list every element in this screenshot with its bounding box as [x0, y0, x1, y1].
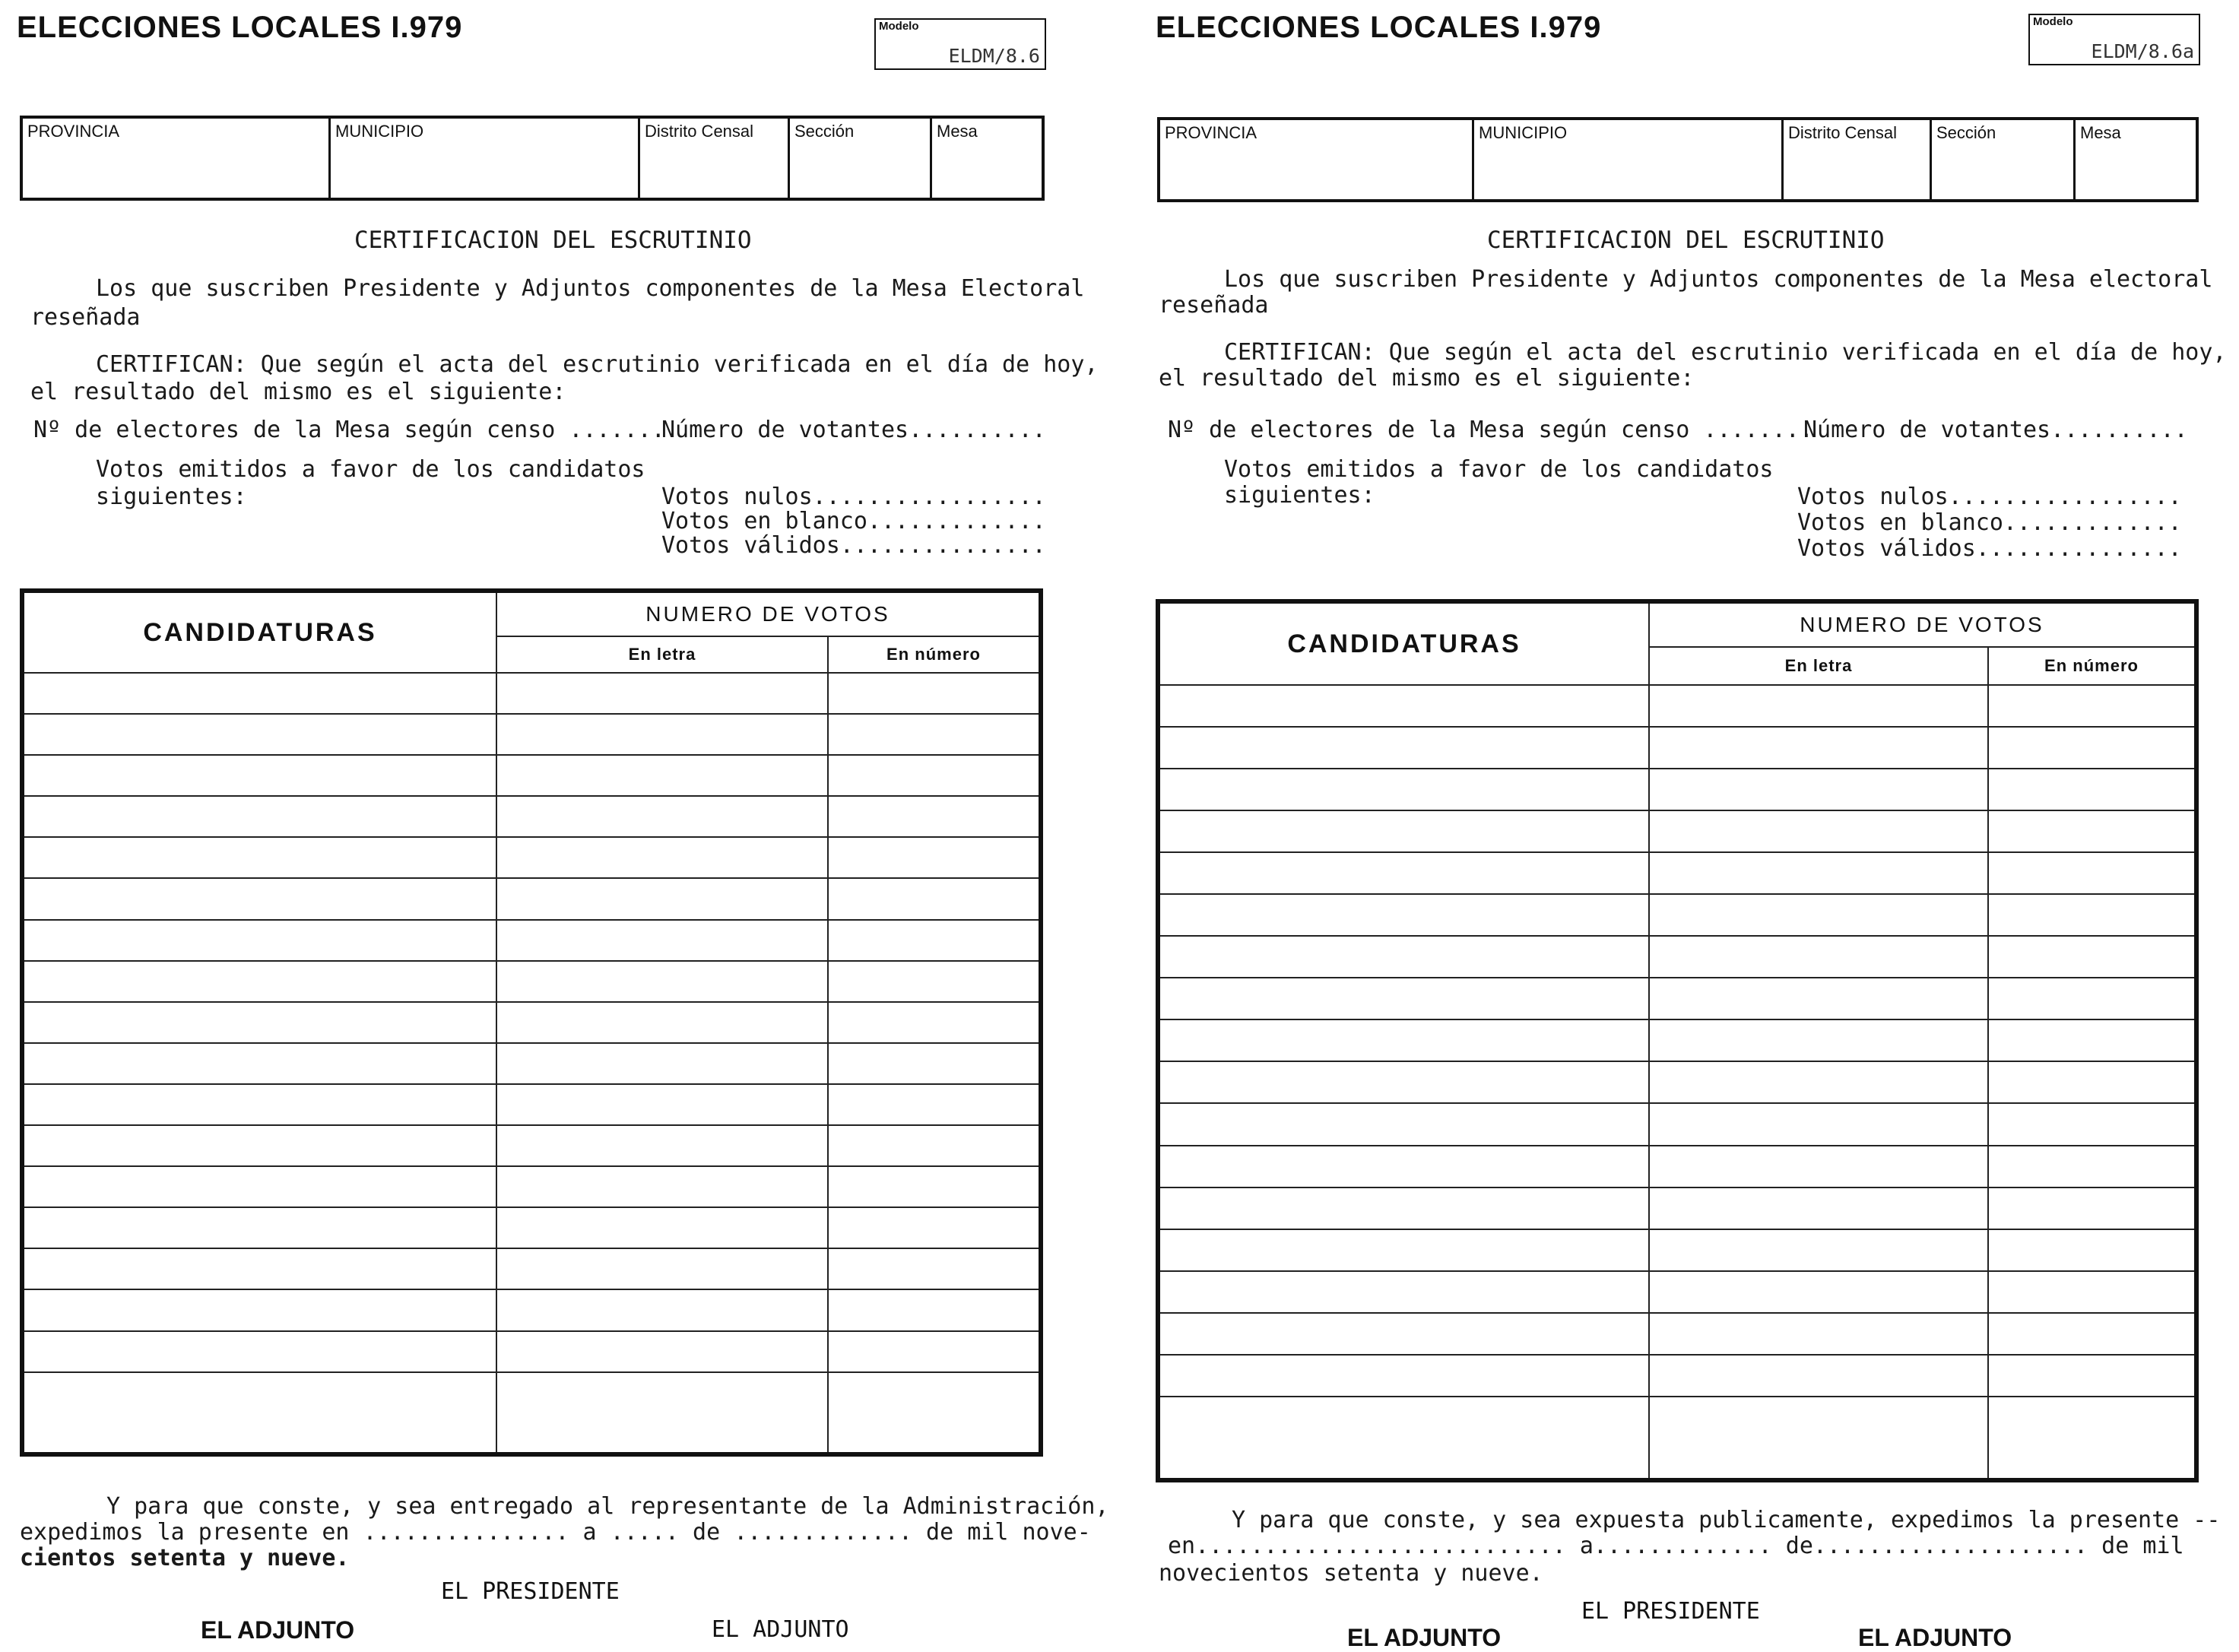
- letra-cell[interactable]: [1649, 1355, 1988, 1397]
- header-fields-table: [1157, 117, 2199, 202]
- numero-cell[interactable]: [828, 878, 1041, 919]
- modelo-label: Modelo: [879, 20, 919, 33]
- table-row: [1158, 1313, 2196, 1355]
- candidatura-cell[interactable]: [22, 1289, 496, 1330]
- numero-cell[interactable]: [828, 1248, 1041, 1289]
- table-row: [1158, 936, 2196, 978]
- letra-cell[interactable]: [496, 796, 828, 837]
- letra-cell[interactable]: [1649, 1229, 1988, 1271]
- provincia-label: PROVINCIA: [27, 122, 120, 141]
- numero-cell[interactable]: [1988, 1397, 2196, 1480]
- numero-cell[interactable]: [828, 1125, 1041, 1166]
- adjunto-signature-2: EL ADJUNTO: [1858, 1624, 2012, 1651]
- numero-cell[interactable]: [1988, 1271, 2196, 1313]
- provincia-field[interactable]: [21, 117, 330, 199]
- letra-cell[interactable]: [496, 1207, 828, 1248]
- certifican-line-1: CERTIFICAN: Que según el acta del escrutinio verificada en el día de hoy,: [1224, 339, 2227, 366]
- candidaturas-header: CANDIDATURAS: [1158, 601, 1649, 685]
- mesa-label: Mesa: [937, 122, 978, 141]
- modelo-box: [874, 18, 1046, 70]
- numero-cell[interactable]: [828, 961, 1041, 1002]
- municipio-field[interactable]: [330, 117, 639, 199]
- numero-cell[interactable]: [1988, 1187, 2196, 1229]
- provincia-label: PROVINCIA: [1165, 123, 1257, 142]
- letra-cell[interactable]: [496, 714, 828, 755]
- votos-blanco-line: Votos en blanco.............: [661, 508, 1046, 534]
- letra-cell[interactable]: [496, 1043, 828, 1084]
- numero-cell[interactable]: [1988, 894, 2196, 936]
- numero-cell[interactable]: [828, 1372, 1041, 1454]
- letra-cell[interactable]: [496, 1289, 828, 1330]
- table-row: [22, 1043, 1041, 1084]
- letra-cell[interactable]: [496, 1248, 828, 1289]
- letra-cell[interactable]: [496, 878, 828, 919]
- closing-line-2: en........................... a............. de.................... de mil: [1168, 1533, 2184, 1559]
- candidatura-cell[interactable]: [1158, 769, 1649, 810]
- numero-votos-header: NUMERO DE VOTOS: [1649, 601, 2196, 647]
- modelo-label: Modelo: [2033, 15, 2073, 28]
- table-row: [22, 1289, 1041, 1330]
- votos-nulos-line: Votos nulos.................: [661, 484, 1046, 510]
- en-letra-header: En letra: [1649, 647, 1988, 685]
- municipio-label: MUNICIPIO: [1479, 123, 1568, 142]
- numero-cell[interactable]: [828, 1207, 1041, 1248]
- letra-cell[interactable]: [496, 1331, 828, 1372]
- modelo-box: [2028, 14, 2200, 65]
- seccion-label: Sección: [1936, 123, 1996, 142]
- candidatura-cell[interactable]: [1158, 978, 1649, 1019]
- votantes-line: Número de votantes..........: [661, 417, 1046, 443]
- table-row: [1158, 1397, 2196, 1480]
- table-row: [22, 1166, 1041, 1207]
- emitidos-line-2: siguientes:: [96, 484, 247, 510]
- numero-cell[interactable]: [828, 1043, 1041, 1084]
- seccion-label: Sección: [794, 122, 855, 141]
- mesa-label: Mesa: [2080, 123, 2121, 142]
- emitidos-line-1: Votos emitidos a favor de los candidatos: [96, 456, 645, 483]
- letra-cell[interactable]: [496, 920, 828, 961]
- table-row: [1158, 1271, 2196, 1313]
- table-row: [1158, 1019, 2196, 1061]
- adjunto-signature-1: EL ADJUNTO: [1347, 1624, 1502, 1651]
- numero-cell[interactable]: [1988, 727, 2196, 769]
- table-row: [22, 878, 1041, 919]
- candidatura-cell[interactable]: [22, 1002, 496, 1043]
- letra-cell[interactable]: [1649, 1271, 1988, 1313]
- candidatura-cell[interactable]: [1158, 852, 1649, 894]
- candidatura-cell[interactable]: [1158, 1355, 1649, 1397]
- closing-line-3: cientos setenta y nueve.: [20, 1545, 350, 1571]
- table-row: [1158, 685, 2196, 727]
- letra-cell[interactable]: [496, 1166, 828, 1207]
- letra-cell[interactable]: [1649, 1146, 1988, 1187]
- table-row: [1158, 1229, 2196, 1271]
- candidatura-cell[interactable]: [22, 1331, 496, 1372]
- numero-cell[interactable]: [828, 837, 1041, 878]
- letra-cell[interactable]: [1649, 936, 1988, 978]
- form-title: ELECCIONES LOCALES I.979: [17, 11, 463, 44]
- table-row: [22, 920, 1041, 961]
- table-row: [22, 796, 1041, 837]
- numero-cell[interactable]: [828, 1289, 1041, 1330]
- form-title: ELECCIONES LOCALES I.979: [1156, 11, 1602, 44]
- letra-cell[interactable]: [1649, 769, 1988, 810]
- en-letra-header: En letra: [496, 636, 828, 673]
- letra-cell[interactable]: [496, 1372, 828, 1454]
- table-row: [22, 961, 1041, 1002]
- candidatura-cell[interactable]: [22, 673, 496, 714]
- presidente-signature: EL PRESIDENTE: [441, 1578, 620, 1605]
- table-row: [1158, 894, 2196, 936]
- letra-cell[interactable]: [1649, 1061, 1988, 1103]
- closing-line-2: expedimos la presente en ............... a ..... de ............. de mil nove-: [20, 1519, 1091, 1546]
- letra-cell[interactable]: [496, 1084, 828, 1125]
- votos-blanco-line: Votos en blanco.............: [1797, 509, 2182, 536]
- municipio-field[interactable]: [1473, 119, 1783, 201]
- candidatura-cell[interactable]: [22, 1043, 496, 1084]
- letra-cell[interactable]: [1649, 685, 1988, 727]
- table-row: [22, 1248, 1041, 1289]
- closing-line-1: Y para que conste, y sea expuesta publicamente, expedimos la presente --: [1232, 1507, 2221, 1533]
- table-row: [1158, 727, 2196, 769]
- certifican-line-2: el resultado del mismo es el siguiente:: [1159, 365, 1695, 392]
- certifican-line-2: el resultado del mismo es el siguiente:: [30, 379, 566, 405]
- numero-cell[interactable]: [1988, 1313, 2196, 1355]
- numero-cell[interactable]: [1988, 936, 2196, 978]
- letra-cell[interactable]: [1649, 894, 1988, 936]
- mesa-field[interactable]: [931, 117, 1044, 199]
- presidente-signature: EL PRESIDENTE: [1581, 1598, 1760, 1625]
- candidatura-cell[interactable]: [22, 920, 496, 961]
- votos-validos-line: Votos válidos...............: [1797, 535, 2182, 562]
- electores-line: Nº de electores de la Mesa según censo ........: [33, 417, 679, 443]
- table-row: [1158, 1103, 2196, 1145]
- candidaturas-header: CANDIDATURAS: [22, 591, 496, 673]
- candidatura-cell[interactable]: [22, 837, 496, 878]
- numero-cell[interactable]: [828, 755, 1041, 796]
- numero-cell[interactable]: [1988, 1146, 2196, 1187]
- candidatura-cell[interactable]: [22, 1084, 496, 1125]
- candidaturas-table: [1156, 599, 2199, 1482]
- votos-validos-line: Votos válidos...............: [661, 532, 1046, 559]
- candidatura-cell[interactable]: [22, 1166, 496, 1207]
- candidatura-cell[interactable]: [22, 714, 496, 755]
- letra-cell[interactable]: [496, 1002, 828, 1043]
- candidatura-cell[interactable]: [1158, 685, 1649, 727]
- numero-cell[interactable]: [828, 714, 1041, 755]
- certifican-line-1: CERTIFICAN: Que según el acta del escrutinio verificada en el día de hoy,: [96, 351, 1099, 378]
- letra-cell[interactable]: [496, 961, 828, 1002]
- emitidos-line-2: siguientes:: [1224, 482, 1375, 509]
- letra-cell[interactable]: [496, 1125, 828, 1166]
- candidatura-cell[interactable]: [1158, 1061, 1649, 1103]
- modelo-code: ELDM/8.6: [948, 45, 1040, 67]
- distrito-label: Distrito Censal: [1788, 123, 1898, 142]
- candidatura-cell[interactable]: [1158, 810, 1649, 852]
- table-row: [22, 755, 1041, 796]
- letra-cell[interactable]: [1649, 1397, 1988, 1480]
- table-row: [1158, 852, 2196, 894]
- candidatura-cell[interactable]: [1158, 727, 1649, 769]
- en-numero-header: En número: [1988, 647, 2196, 685]
- letra-cell[interactable]: [1649, 1187, 1988, 1229]
- table-row: [22, 1002, 1041, 1043]
- emitidos-line-1: Votos emitidos a favor de los candidatos: [1224, 456, 1774, 483]
- candidatura-cell[interactable]: [1158, 1229, 1649, 1271]
- letra-cell[interactable]: [496, 837, 828, 878]
- numero-cell[interactable]: [828, 920, 1041, 961]
- table-row: [22, 714, 1041, 755]
- candidaturas-table: [20, 588, 1043, 1457]
- numero-cell[interactable]: [1988, 685, 2196, 727]
- adjunto-signature-1: EL ADJUNTO: [201, 1616, 355, 1644]
- table-row: [22, 1372, 1041, 1454]
- electores-line: Nº de electores de la Mesa según censo ........: [1168, 417, 1813, 443]
- numero-cell[interactable]: [1988, 1103, 2196, 1145]
- numero-cell[interactable]: [828, 1166, 1041, 1207]
- candidatura-cell[interactable]: [22, 1248, 496, 1289]
- candidatura-cell[interactable]: [1158, 1313, 1649, 1355]
- candidatura-cell[interactable]: [22, 878, 496, 919]
- table-row: [22, 837, 1041, 878]
- table-row: [1158, 1146, 2196, 1187]
- mesa-field[interactable]: [2075, 119, 2198, 201]
- intro-line-2: reseñada: [30, 304, 141, 331]
- letra-cell[interactable]: [1649, 1103, 1988, 1145]
- candidatura-cell[interactable]: [1158, 894, 1649, 936]
- numero-cell[interactable]: [1988, 1019, 2196, 1061]
- letra-cell[interactable]: [1649, 978, 1988, 1019]
- distrito-label: Distrito Censal: [645, 122, 754, 141]
- en-numero-header: En número: [828, 636, 1041, 673]
- table-row: [1158, 978, 2196, 1019]
- letra-cell[interactable]: [1649, 1313, 1988, 1355]
- table-row: [1158, 1355, 2196, 1397]
- numero-cell[interactable]: [1988, 769, 2196, 810]
- table-row: [22, 1207, 1041, 1248]
- candidatura-cell[interactable]: [22, 1125, 496, 1166]
- table-row: [1158, 769, 2196, 810]
- votos-nulos-line: Votos nulos.................: [1797, 484, 2182, 510]
- closing-line-3: novecientos setenta y nueve.: [1159, 1560, 1543, 1587]
- table-row: [1158, 810, 2196, 852]
- numero-cell[interactable]: [1988, 978, 2196, 1019]
- seccion-field[interactable]: [1931, 119, 2075, 201]
- letra-cell[interactable]: [1649, 810, 1988, 852]
- candidatura-cell[interactable]: [1158, 1271, 1649, 1313]
- candidatura-cell[interactable]: [1158, 1103, 1649, 1145]
- numero-cell[interactable]: [828, 1331, 1041, 1372]
- candidatura-cell[interactable]: [22, 1372, 496, 1454]
- candidatura-cell[interactable]: [1158, 1397, 1649, 1480]
- distrito-field[interactable]: [639, 117, 789, 199]
- candidatura-cell[interactable]: [22, 755, 496, 796]
- letra-cell[interactable]: [1649, 852, 1988, 894]
- table-row: [22, 673, 1041, 714]
- numero-cell[interactable]: [828, 1084, 1041, 1125]
- seccion-field[interactable]: [789, 117, 931, 199]
- numero-votos-header: NUMERO DE VOTOS: [496, 591, 1041, 636]
- intro-line-1: Los que suscriben Presidente y Adjuntos componentes de la Mesa Electoral: [96, 275, 1085, 302]
- candidatura-cell[interactable]: [1158, 936, 1649, 978]
- numero-cell[interactable]: [1988, 1061, 2196, 1103]
- letra-cell[interactable]: [1649, 1019, 1988, 1061]
- distrito-field[interactable]: [1783, 119, 1931, 201]
- candidatura-cell[interactable]: [1158, 1146, 1649, 1187]
- cert-title: CERTIFICACION DEL ESCRUTINIO: [1487, 227, 1885, 254]
- letra-cell[interactable]: [496, 755, 828, 796]
- numero-cell[interactable]: [828, 1002, 1041, 1043]
- municipio-label: MUNICIPIO: [335, 122, 424, 141]
- numero-cell[interactable]: [1988, 810, 2196, 852]
- cert-title: CERTIFICACION DEL ESCRUTINIO: [354, 227, 752, 254]
- table-row: [1158, 1187, 2196, 1229]
- numero-cell[interactable]: [828, 796, 1041, 837]
- numero-cell[interactable]: [1988, 852, 2196, 894]
- letra-cell[interactable]: [1649, 727, 1988, 769]
- intro-line-2: reseñada: [1159, 292, 1269, 319]
- numero-cell[interactable]: [1988, 1355, 2196, 1397]
- candidatura-cell[interactable]: [1158, 1019, 1649, 1061]
- table-row: [1158, 1061, 2196, 1103]
- letra-cell[interactable]: [496, 673, 828, 714]
- table-row: [22, 1125, 1041, 1166]
- candidatura-cell[interactable]: [22, 961, 496, 1002]
- numero-cell[interactable]: [828, 673, 1041, 714]
- adjunto-signature-2: EL ADJUNTO: [712, 1616, 849, 1643]
- table-row: [22, 1084, 1041, 1125]
- candidatura-cell[interactable]: [22, 1207, 496, 1248]
- table-row: [22, 1331, 1041, 1372]
- header-fields-table: [20, 116, 1045, 201]
- provincia-field[interactable]: [1159, 119, 1473, 201]
- numero-cell[interactable]: [1988, 1229, 2196, 1271]
- votantes-line: Número de votantes..........: [1803, 417, 2188, 443]
- candidatura-cell[interactable]: [1158, 1187, 1649, 1229]
- modelo-code: ELDM/8.6a: [2091, 40, 2194, 62]
- candidatura-cell[interactable]: [22, 796, 496, 837]
- closing-line-1: Y para que conste, y sea entregado al representante de la Administración,: [106, 1493, 1109, 1520]
- intro-line-1: Los que suscriben Presidente y Adjuntos componentes de la Mesa electoral: [1224, 266, 2213, 293]
